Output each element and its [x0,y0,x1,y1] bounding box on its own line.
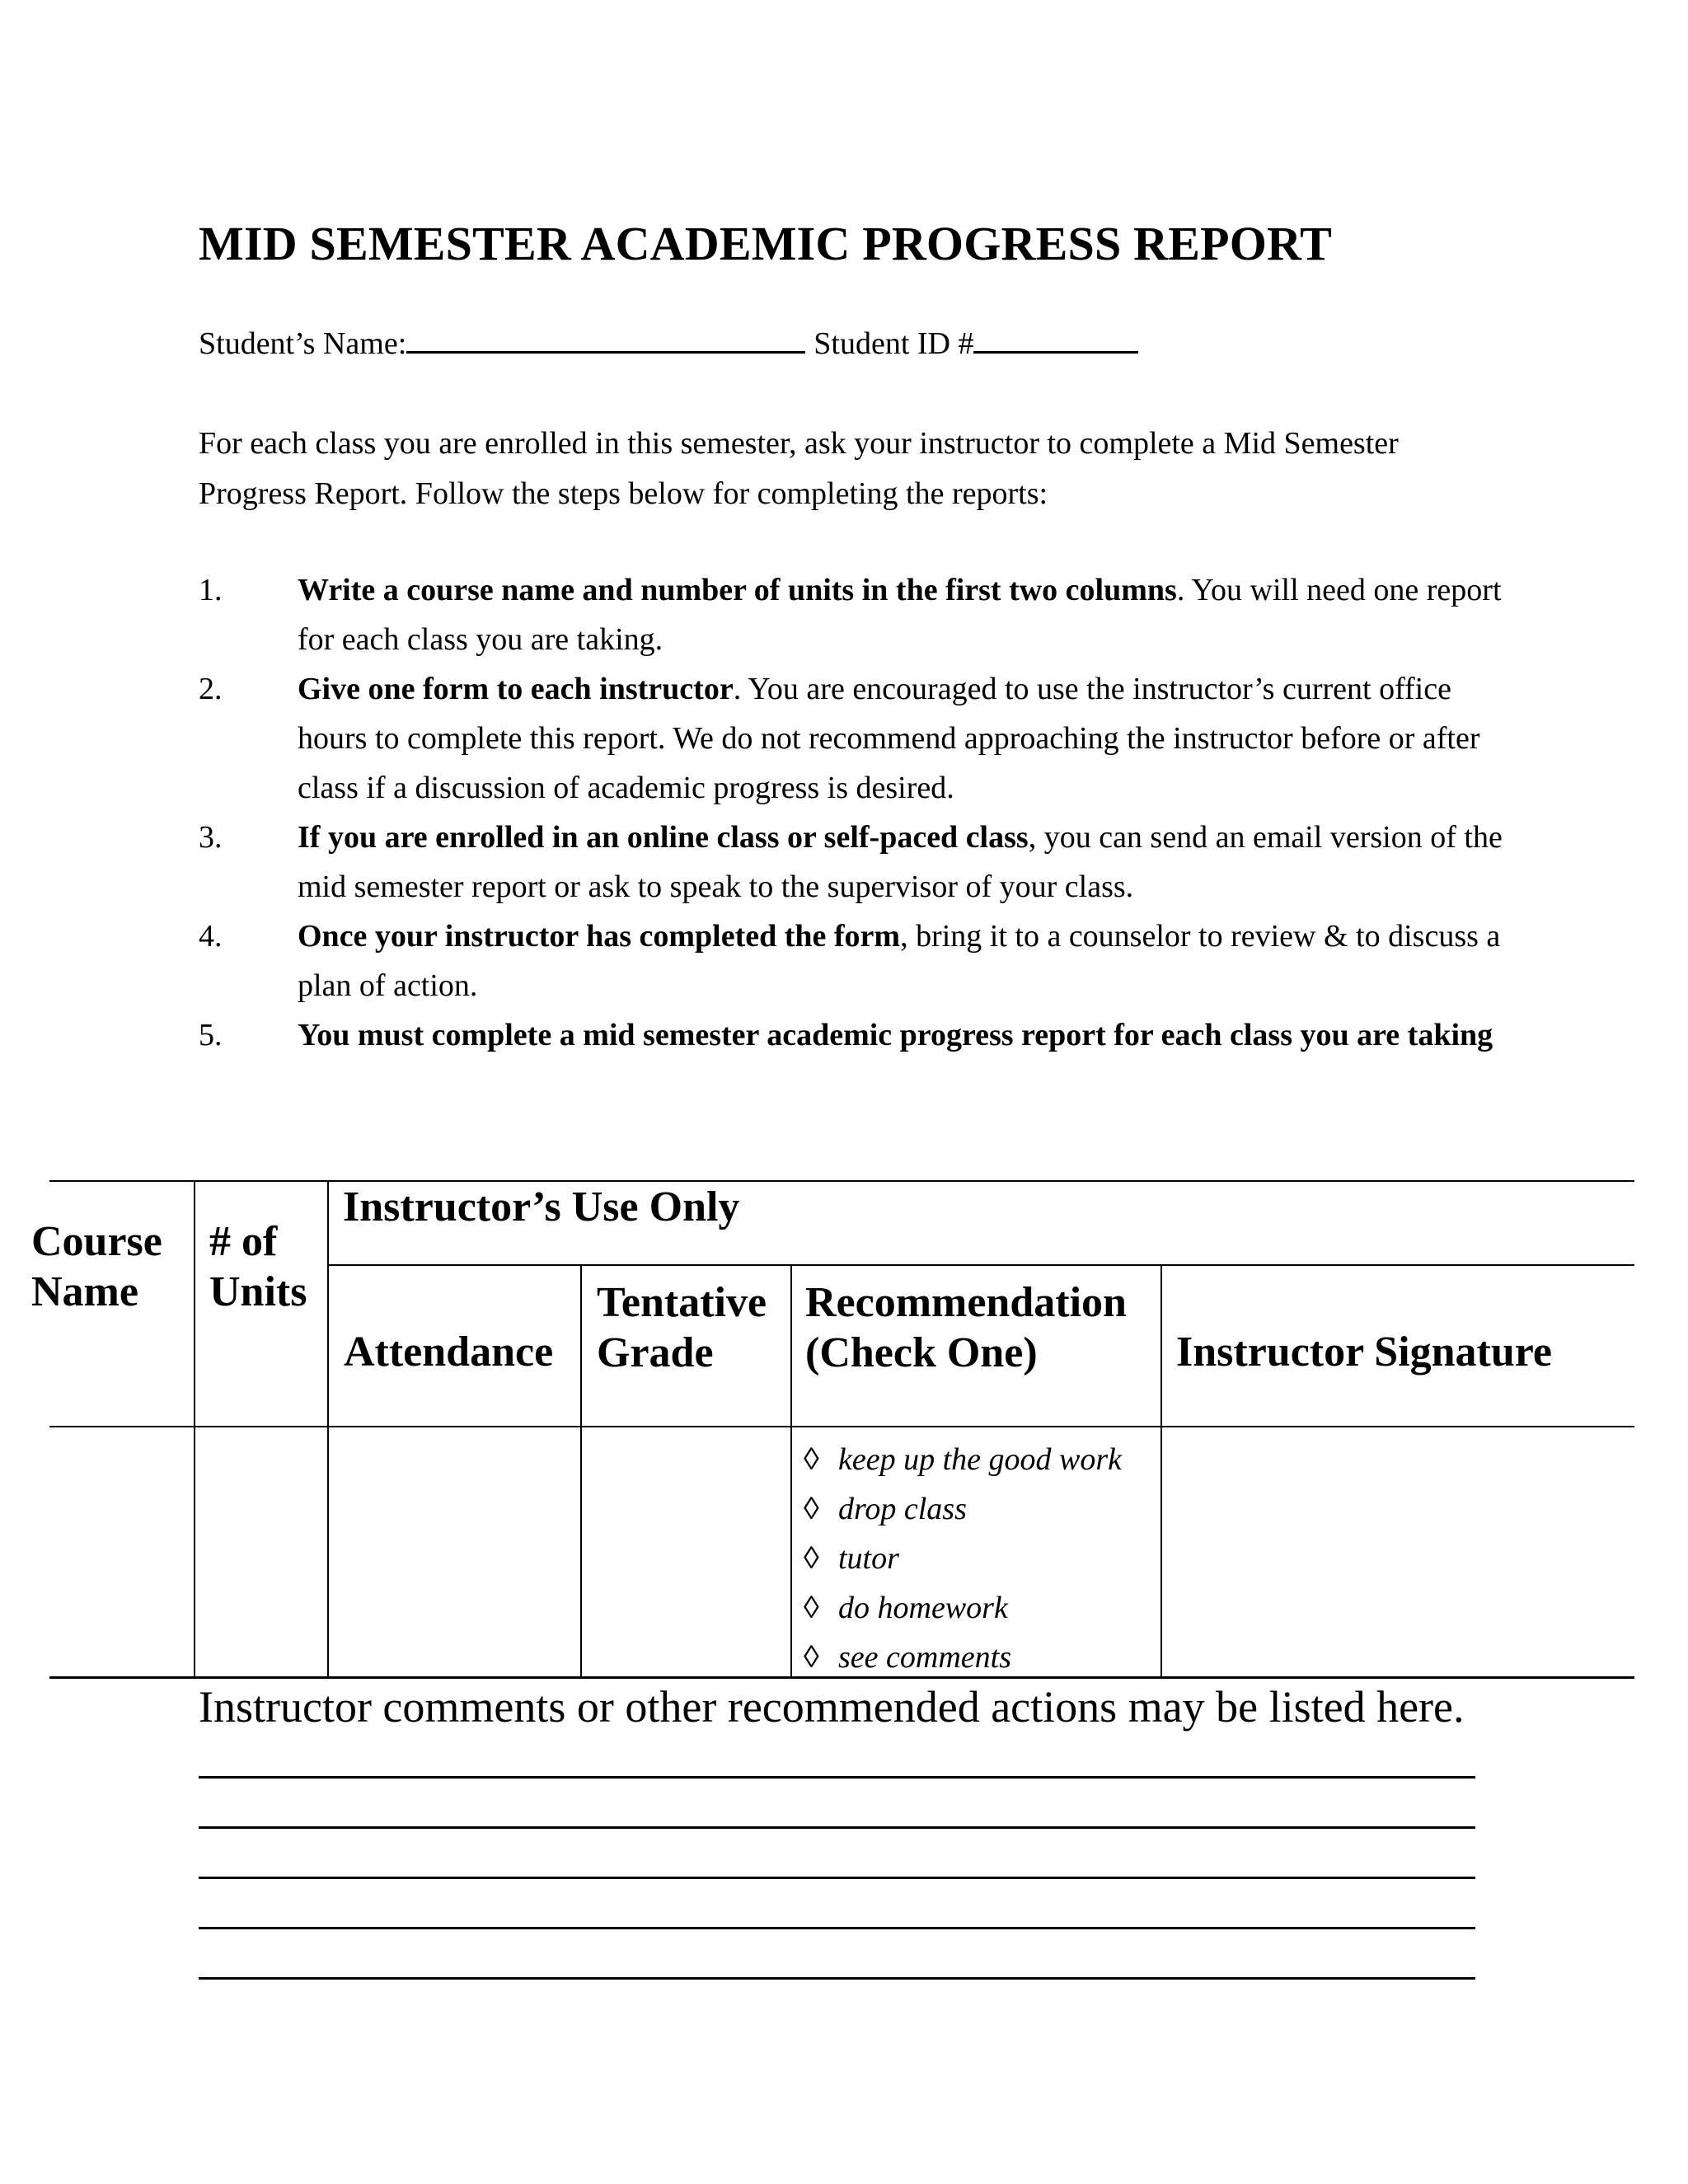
course-name-header-clip [31,1216,194,1332]
option-label: see comments [838,1640,1011,1675]
step-item [199,813,1509,912]
grade-header-line1: Tentative [597,1279,767,1326]
step-number: 5. [199,1018,223,1052]
header-divider [328,1264,1634,1266]
step-text: , bring it to a counselor to review & to discuss a plan of action. [298,919,1501,1003]
student-id-field[interactable] [973,321,1138,354]
recommendation-option[interactable] [804,1633,1122,1682]
step-text: . You are encouraged to use the instructor’s current office hours to complete this report. We do not recommend approaching the instructor before or after class if a discussion of academic progress is desired. [298,672,1480,805]
recommendation-header-line1: Recommendation [805,1279,1127,1326]
step-item [199,565,1509,664]
comment-line[interactable] [199,1977,1475,1980]
progress-table [0,1180,1634,1679]
comment-line[interactable] [199,1927,1475,1929]
page-title: MID SEMESTER ACADEMIC PROGRESS REPORT [199,217,1332,270]
grade-header [597,1277,767,1378]
option-label: do homework [838,1591,1008,1625]
step-item [199,912,1509,1010]
recommendation-option[interactable] [804,1534,1122,1583]
recommendation-header-line2: (Check One) [805,1329,1038,1376]
intro-paragraph: For each class you are enrolled in this semester, ask your instructor to complete a Mid Semester Progress Report. Follow the steps below for completing the reports: [199,426,1399,511]
col-divider-recommendation [790,1264,792,1678]
course-header-line2: Name [31,1268,138,1315]
step-bold-text: Write a course name and number of units in the first two columns [298,573,1177,607]
step-number: 2. [199,672,223,706]
step-item [199,664,1509,813]
table-top-border [49,1180,1634,1182]
step-bold-text: Give one form to each instructor [298,672,734,706]
step-text: , you can send an email version of the mid semester report or ask to speak to the supervisor of your class. [298,820,1503,904]
course-name-cell[interactable] [49,1427,194,1676]
diamond-checkbox-icon[interactable]: ◊ [804,1640,819,1675]
diamond-checkbox-icon[interactable]: ◊ [804,1492,819,1526]
units-header-line2: Units [209,1268,307,1315]
step-number: 1. [199,573,223,607]
step-bold-text: If you are enrolled in an online class or self-paced class [298,820,1029,855]
units-header [209,1216,307,1317]
recommendation-option[interactable] [804,1435,1122,1484]
units-header-line1: # of [209,1218,278,1265]
diamond-checkbox-icon[interactable]: ◊ [804,1541,819,1576]
student-name-label: Student’s Name: [199,326,407,361]
comments-prompt: Instructor comments or other recommended actions may be listed here. [199,1682,1465,1732]
course-header-line1: Course [31,1218,162,1265]
steps-list [199,565,1509,1060]
step-bold-text: You must complete a mid semester academic progress report for each class you are taking [298,1018,1493,1052]
instructor-use-header: Instructor’s Use Only [343,1183,740,1230]
step-bold-text: Once your instructor has completed the form [298,919,901,954]
attendance-header: Attendance [344,1329,554,1376]
recommendation-option[interactable] [804,1484,1122,1534]
grade-cell[interactable] [582,1427,790,1676]
recommendation-header [805,1277,1127,1378]
units-cell[interactable] [195,1427,327,1676]
step-item [199,1010,1509,1060]
step-text: . You will need one report for each class you are taking. [298,573,1502,657]
comment-line[interactable] [199,1826,1475,1829]
student-info-line [199,321,1138,362]
grade-header-line2: Grade [597,1329,714,1376]
signature-cell[interactable] [1162,1427,1634,1676]
option-label: tutor [838,1541,899,1576]
comment-line[interactable] [199,1877,1475,1879]
recommendation-option[interactable] [804,1583,1122,1633]
diamond-checkbox-icon[interactable]: ◊ [804,1591,819,1625]
step-number: 3. [199,820,223,855]
recommendation-options [804,1435,1122,1682]
student-name-field[interactable] [406,321,805,354]
step-number: 4. [199,919,223,954]
student-id-label: Student ID # [814,326,974,361]
option-label: keep up the good work [838,1442,1123,1477]
signature-header: Instructor Signature [1176,1329,1552,1376]
attendance-cell[interactable] [329,1427,580,1676]
comment-line[interactable] [199,1776,1475,1779]
option-label: drop class [838,1492,967,1526]
diamond-checkbox-icon[interactable]: ◊ [804,1442,819,1477]
course-name-header [31,1216,162,1317]
